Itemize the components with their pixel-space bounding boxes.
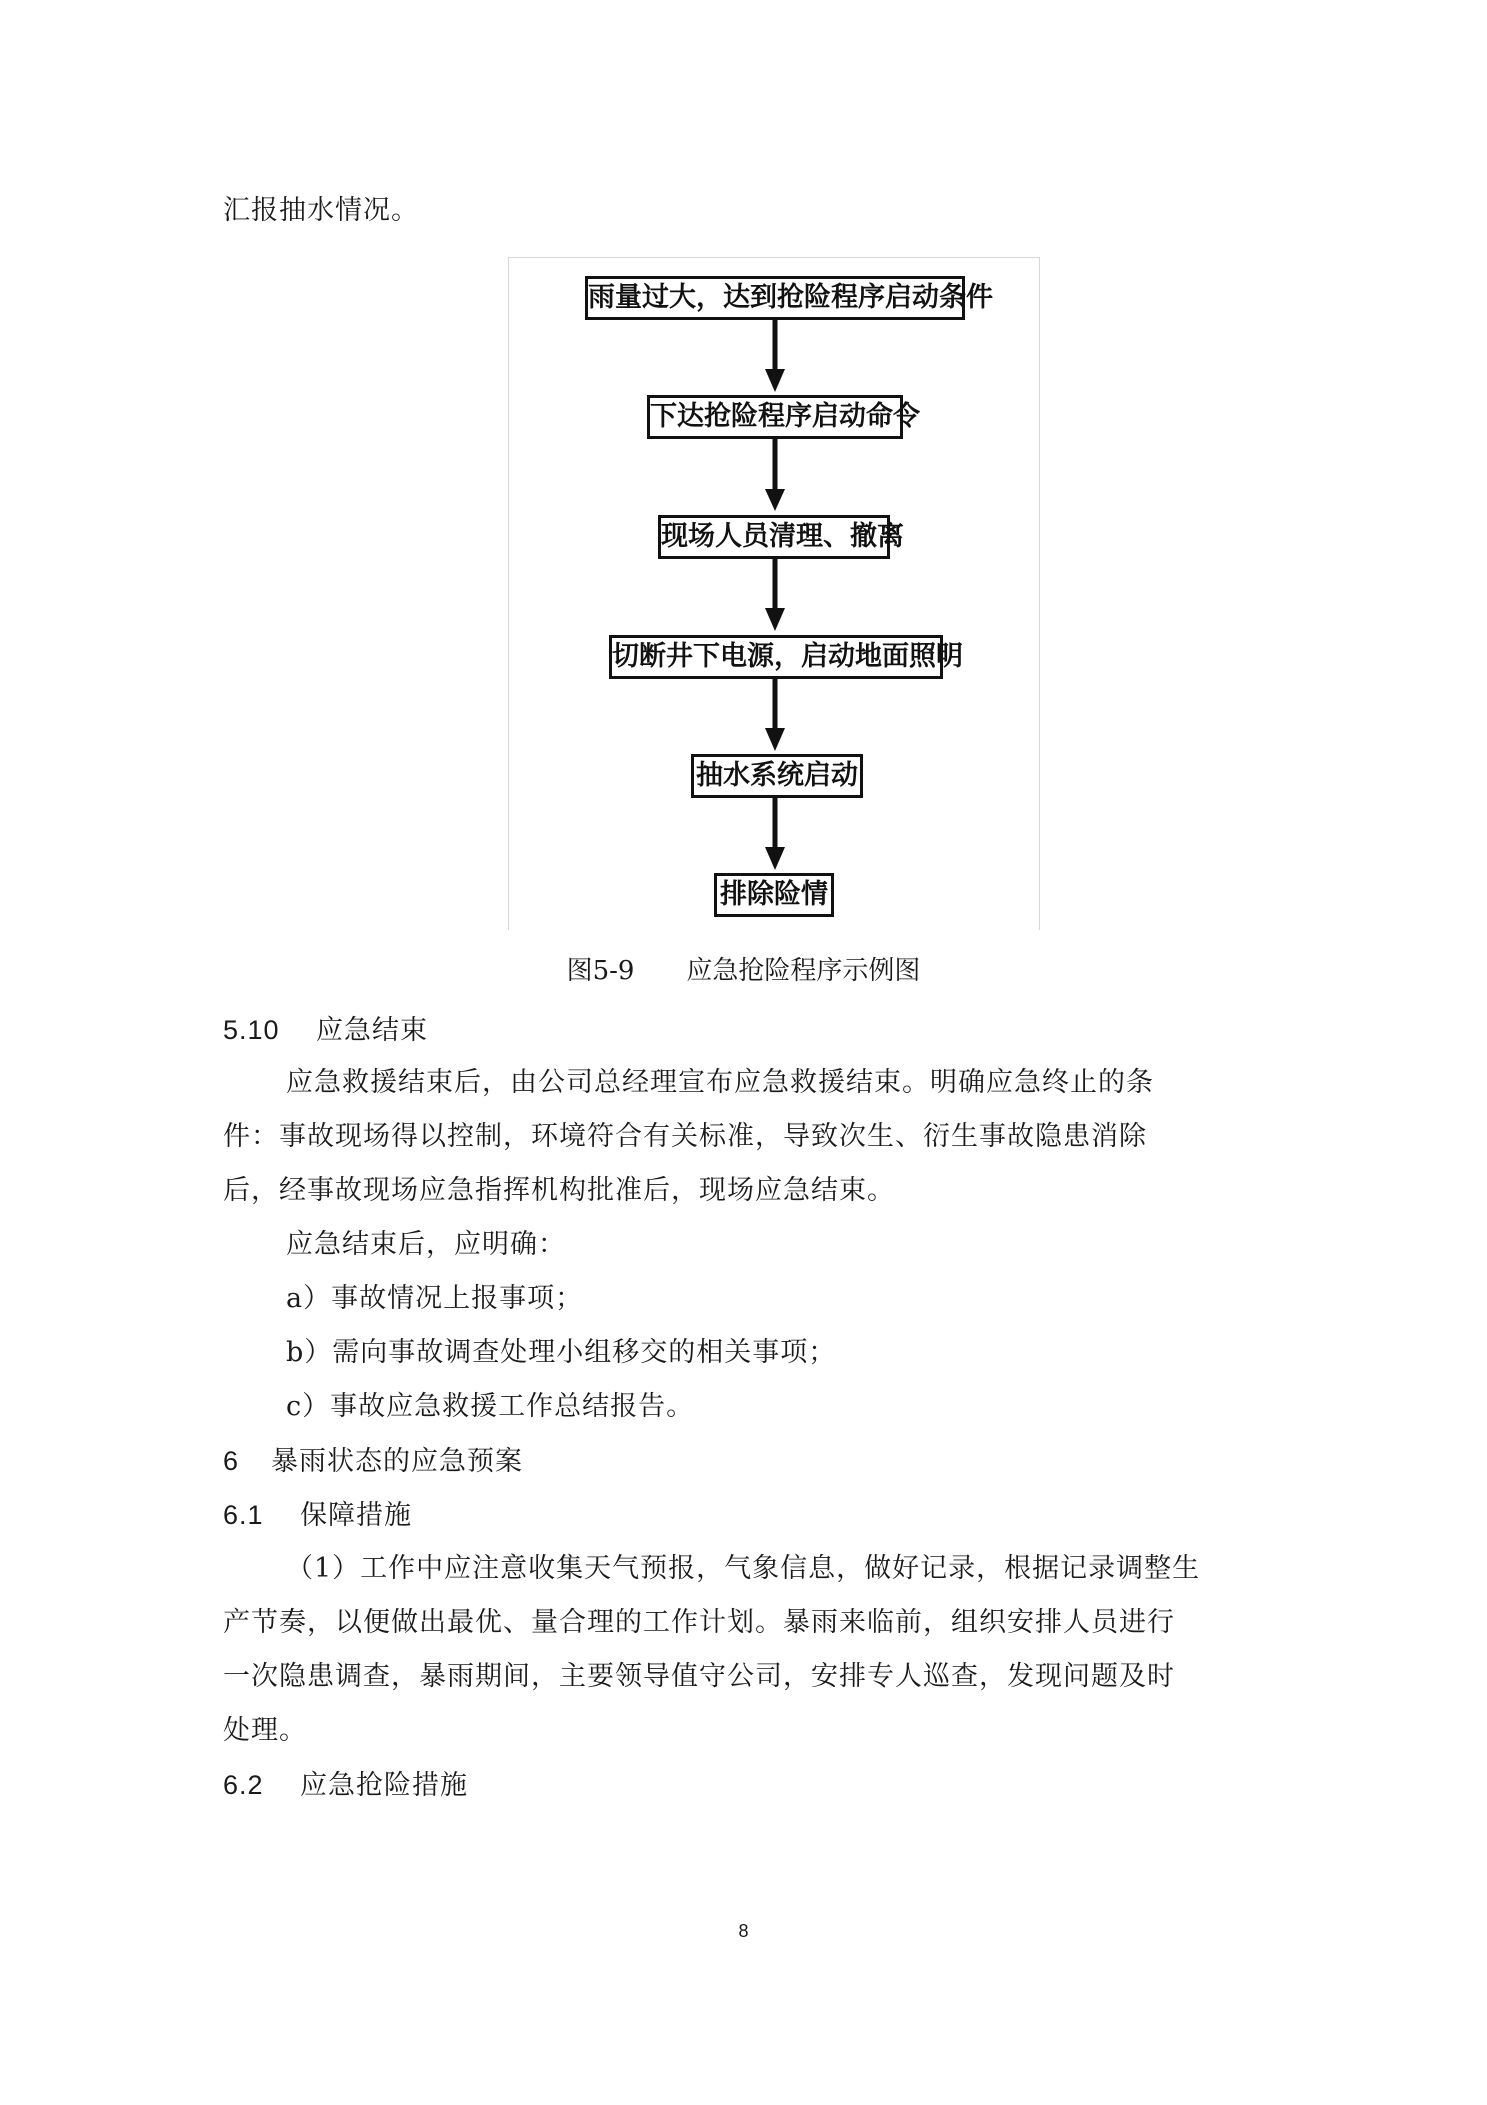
section-6-1-paragraph-line: 产节奏，以便做出最优、量合理的工作计划。暴雨来临前，组织安排人员进行 bbox=[223, 1607, 1175, 1638]
figure-caption: 图5-9 应急抢险程序示例图 bbox=[566, 956, 921, 986]
section-5-10-title: 应急结束 bbox=[316, 1015, 428, 1046]
section-6-2-title: 应急抢险措施 bbox=[300, 1770, 468, 1801]
flowchart-arrow-1 bbox=[765, 320, 785, 392]
flowchart-step-3: 现场人员清理、撤离 bbox=[658, 515, 890, 559]
section-5-10-paragraph-line: 应急救援结束后，由公司总经理宣布应急救援结束。明确应急终止的条 bbox=[286, 1067, 1154, 1098]
flowchart-arrows bbox=[509, 258, 1039, 930]
section-6-1-heading bbox=[223, 1497, 412, 1534]
flowchart-step-5: 抽水系统启动 bbox=[691, 754, 863, 798]
section-5-10-number: 5.10 bbox=[223, 1015, 280, 1045]
flowchart-step-2: 下达抢险程序启动命令 bbox=[647, 395, 903, 439]
section-5-10-lead: 应急结束后，应明确： bbox=[286, 1229, 566, 1260]
list-item: a）事故情况上报事项； bbox=[286, 1283, 584, 1314]
section-6-number: 6 bbox=[223, 1446, 240, 1476]
flowchart-arrow-4 bbox=[765, 679, 785, 751]
section-6-1-paragraph-line: （1）工作中应注意收集天气预报，气象信息，做好记录，根据记录调整生 bbox=[286, 1553, 1201, 1584]
flowchart-step-6: 排除险情 bbox=[714, 873, 834, 917]
flowchart-arrow-5 bbox=[765, 798, 785, 870]
section-5-10-heading bbox=[223, 1012, 428, 1049]
intro-line: 汇报抽水情况。 bbox=[223, 195, 419, 226]
section-6-1-paragraph-line: 处理。 bbox=[223, 1715, 307, 1746]
page-number: 8 bbox=[738, 1921, 749, 1941]
flowchart-arrow-3 bbox=[765, 559, 785, 631]
section-6-2-heading bbox=[223, 1767, 468, 1804]
section-5-10-paragraph-line: 件：事故现场得以控制，环境符合有关标准，导致次生、衍生事故隐患消除 bbox=[223, 1121, 1147, 1152]
section-5-10-paragraph-line: 后，经事故现场应急指挥机构批准后，现场应急结束。 bbox=[223, 1175, 895, 1206]
section-6-heading bbox=[223, 1443, 523, 1480]
list-item: c）事故应急救援工作总结报告。 bbox=[286, 1391, 695, 1422]
flowchart-figure bbox=[508, 257, 1040, 930]
section-6-title: 暴雨状态的应急预案 bbox=[271, 1446, 523, 1477]
section-6-2-number: 6.2 bbox=[223, 1770, 264, 1800]
list-item: b）需向事故调查处理小组移交的相关事项； bbox=[286, 1337, 837, 1368]
section-6-1-number: 6.1 bbox=[223, 1500, 264, 1530]
section-6-1-paragraph-line: 一次隐患调查，暴雨期间，主要领导值守公司，安排专人巡查，发现问题及时 bbox=[223, 1661, 1175, 1692]
flowchart-step-4: 切断井下电源，启动地面照明 bbox=[609, 635, 943, 679]
flowchart-arrow-2 bbox=[765, 439, 785, 511]
flowchart-step-1: 雨量过大，达到抢险程序启动条件 bbox=[585, 276, 965, 320]
section-6-1-title: 保障措施 bbox=[300, 1500, 412, 1531]
